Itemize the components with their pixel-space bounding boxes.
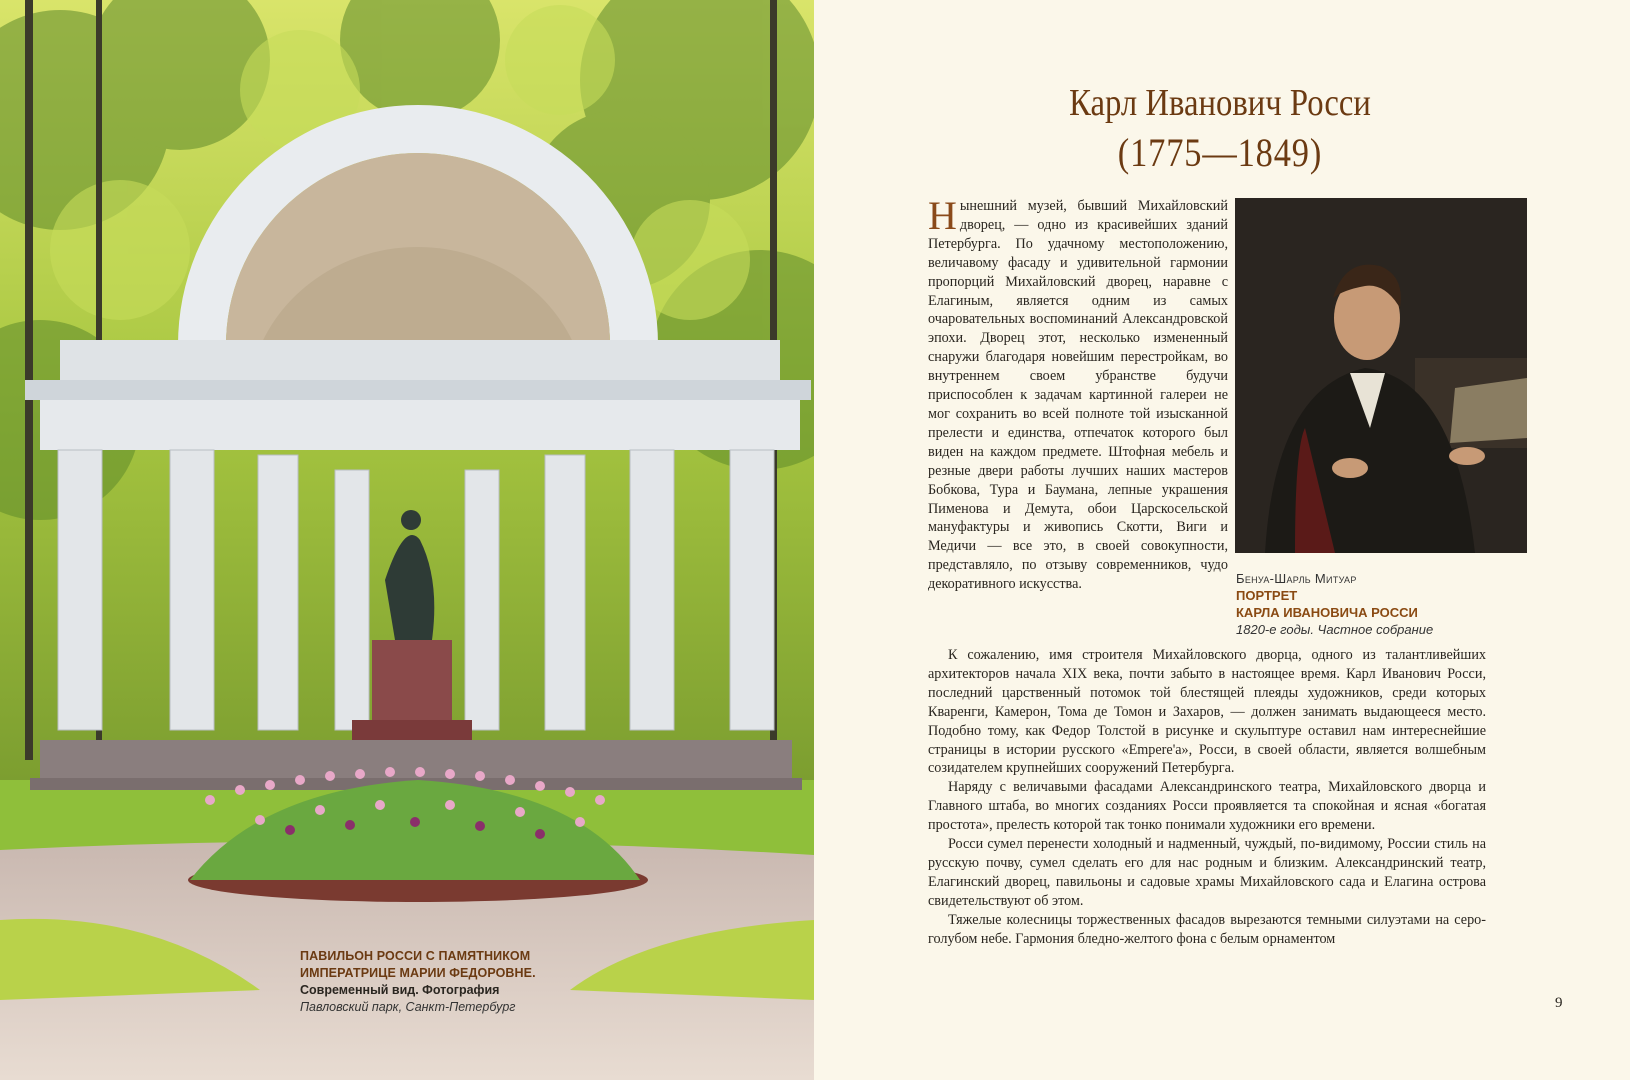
portrait-caption [1236,570,1536,638]
page-title [919,78,1521,178]
drop-cap: Н [928,193,957,238]
title-name: Карл Иванович Росси [1069,82,1371,124]
article-body [928,646,1486,949]
portrait-title-line-1: ПОРТРЕТ [1236,588,1298,603]
article-intro [928,193,1228,594]
paragraph: К сожалению, имя строителя Михайловского дворца, одного из талантливейших архитекторов начала XIX века, почти забыто в настоящее время. Карл Иванович Росси, последний царственный потомок той блестящей плеяды художников, среди которых Кваренги, Камерон, Тома де Томон и Захаров, — должен занимать выдающееся место. Подобно тому, как Федор Толстой в рисунке и скульптуре оставил нам интереснейшие страницы в истории русского «Empere'а», Росси, в своей области, является волшебным созидателем крупнейших сооружений Петербурга. [928,647,1486,777]
portrait-note: 1820-е годы. Частное собрание [1236,622,1434,637]
photo-caption [300,948,600,1016]
caption-line-4: Павловский парк, Санкт-Петербург [300,1000,516,1014]
rossi-portrait [1235,198,1527,553]
title-years: (1775—1849) [1117,130,1323,175]
page-number: 9 [1555,995,1563,1011]
pavilion-photo [0,0,814,1080]
paragraph: Наряду с величавыми фасадами Александринского театра, Михайловского дворца и Главного штаба, во многих созданиях Росси проявляется та спокойная и ясная «богатая простота», прелесть которой так тонко понимали художники его времени. [928,779,1486,834]
intro-text: ынешний музей, бывший Михайловский дворец, — одно из красивейших зданий Петербурга. По удачному местоположению, величавому фасаду и удивительной гармонии пропорций Михайловский дворец, наравне с Елагиным, является одним из самых очаровательных воспоминаний Александровской эпохи. Дворец этот, несколько измененный снаружи благодаря новейшим перестройкам, во внутреннем своем убранстве будучи приспособлен к задачам картинной галереи не мог сохранить во всей полноте той изысканной прелести и единства, отпечаток которого был виден на каждом предмете. Штофная мебель и резные двери работы лучших наших мастеров Бобкова, Тура и Баумана, лепные украшения Пименова и Демута, обои Царскосельской мануфактуры и живопись Скотти, Виги и Медичи — все это, в своей совокупности, представляло, по отзыву современников, чудо декоративного искусства. [928,198,1228,593]
pavilion-illustration [0,0,814,1080]
portrait-illustration [1235,198,1527,553]
caption-line-3: Современный вид. Фотография [300,983,500,997]
paragraph: Тяжелые колесницы торжественных фасадов вырезаются темными силуэтами на серо-голубом небе. Гармония бледно-желтого фона с белым орнаментом [928,911,1486,947]
portrait-author: Бенуа-Шарль Митуар [1236,571,1357,586]
portrait-title-line-2: КАРЛА ИВАНОВИЧА РОССИ [1236,605,1418,620]
paragraph: Росси сумел перенести холодный и надменный, чуждый, по-видимому, России стиль на русскую почву, сумел сделать его для нас родным и близким. Александринский театр, Елагинский дворец, павильоны и садовые храмы Михайловского сада и Елагина острова свидетельствуют об этом. [928,836,1486,909]
caption-line-2: ИМПЕРАТРИЦЕ МАРИИ ФЕДОРОВНЕ. [300,966,536,980]
caption-line-1: ПАВИЛЬОН РОССИ С ПАМЯТНИКОМ [300,949,531,963]
